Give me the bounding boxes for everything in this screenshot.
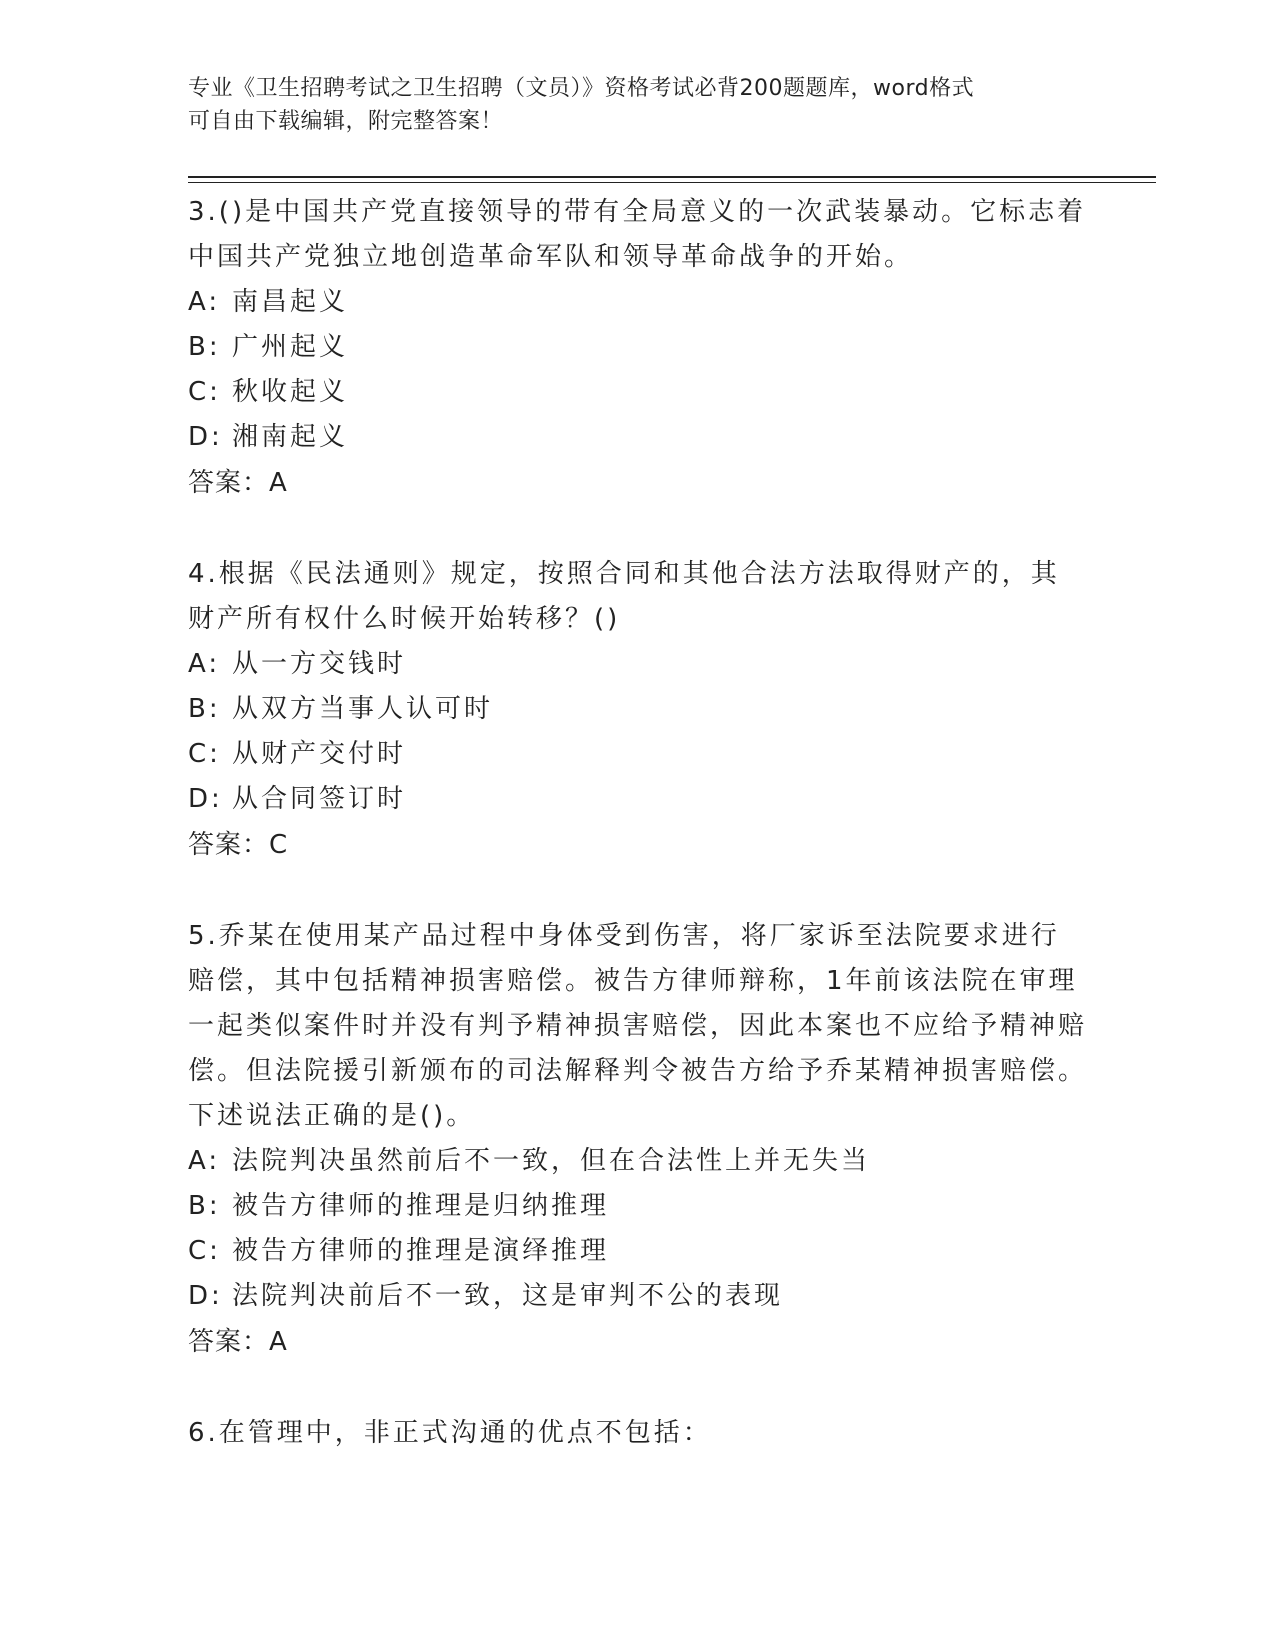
option-text: 从双方当事人认可时 [232,694,494,724]
question-text: 3.()是中国共产党直接领导的带有全局意义的一次武装暴动。它标志着中国共产党独立地创造革命军队和领导革命战争的开始。 [188,197,1087,272]
option-key: D: [188,422,223,452]
header-divider-thick [188,176,1156,178]
option-key: C: [188,377,221,407]
option-key: C: [188,739,221,769]
option-text: 南昌起义 [232,287,349,317]
answer-line: 答案：C [188,830,289,860]
option-a [188,280,1088,325]
header-divider-thin [188,182,1156,183]
option-a [188,642,1088,687]
question-5 [188,914,1088,1365]
document-header [188,72,1088,138]
header-line-2: 可自由下载编辑，附完整答案！ [188,109,504,134]
option-key: A: [188,649,221,679]
question-list [188,190,1088,1502]
option-key: B: [188,1191,221,1221]
question-text: 4.根据《民法通则》规定，按照合同和其他合法方法取得财产的，其财产所有权什么时候开始转移？() [188,559,1060,634]
question-4 [188,552,1088,868]
option-c [188,370,1088,415]
option-key: B: [188,694,221,724]
option-key: D: [188,784,223,814]
option-b [188,325,1088,370]
option-text: 法院判决虽然前后不一致，但在合法性上并无失当 [232,1146,871,1176]
question-6 [188,1411,1088,1456]
option-text: 被告方律师的推理是演绎推理 [232,1236,610,1266]
header-line-1: 专业《卫生招聘考试之卫生招聘（文员）》资格考试必背200题题库，word格式 [188,76,975,101]
question-text: 6.在管理中，非正式沟通的优点不包括： [188,1418,712,1448]
option-b [188,687,1088,732]
option-key: D: [188,1281,223,1311]
answer-line: 答案：A [188,1327,288,1357]
question-3 [188,190,1088,506]
option-d [188,1274,1088,1319]
option-text: 从合同签订时 [232,784,407,814]
option-key: B: [188,332,221,362]
option-c [188,732,1088,777]
option-text: 广州起义 [232,332,349,362]
question-text: 5.乔某在使用某产品过程中身体受到伤害，将厂家诉至法院要求进行赔偿，其中包括精神损害赔偿。被告方律师辩称，1年前该法院在审理一起类似案件时并没有判予精神损害赔偿，因此本案也不应给予精神赔偿。但法院援引新颁布的司法解释判令被告方给予乔某精神损害赔偿。下述说法正确的是()。 [188,921,1088,1131]
option-b [188,1184,1088,1229]
option-a [188,1139,1088,1184]
option-text: 法院判决前后不一致，这是审判不公的表现 [232,1281,784,1311]
option-key: C: [188,1236,221,1266]
option-text: 湘南起义 [232,422,349,452]
option-c [188,1229,1088,1274]
option-text: 从一方交钱时 [232,649,407,679]
option-text: 从财产交付时 [232,739,407,769]
option-d [188,415,1088,460]
option-key: A: [188,287,221,317]
option-text: 秋收起义 [232,377,349,407]
answer-line: 答案：A [188,468,288,498]
option-text: 被告方律师的推理是归纳推理 [232,1191,610,1221]
option-key: A: [188,1146,221,1176]
option-d [188,777,1088,822]
